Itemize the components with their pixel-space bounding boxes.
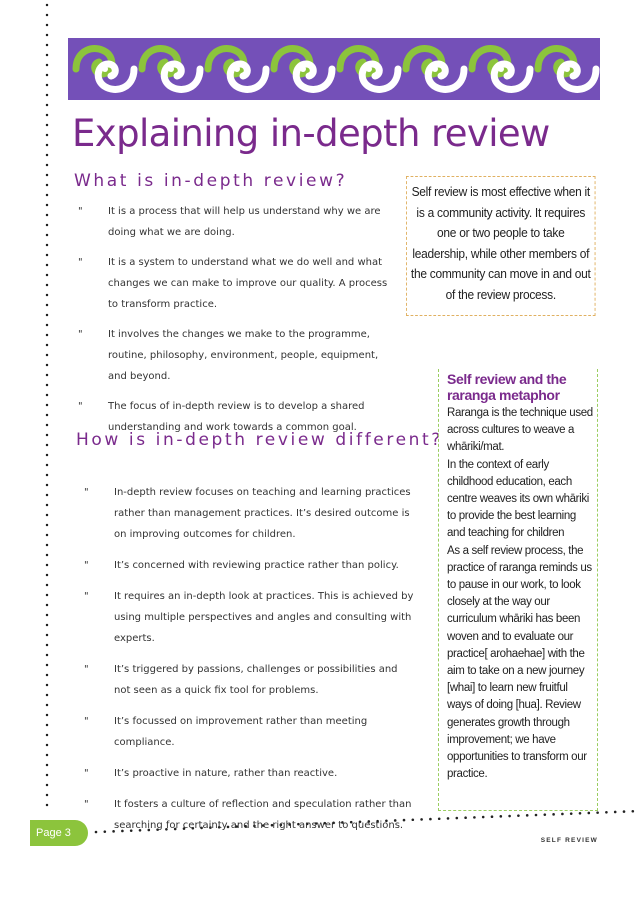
- list-item: [84, 711, 414, 753]
- bullet-mark: ": [84, 560, 89, 571]
- list-item-text: It’s triggered by passions, challenges or possibilities and not seen as a quick fix tool for problems.: [114, 664, 398, 696]
- list-item-text: It involves the changes we make to the programme, routine, philosophy, environment, people, equipment, and beyond.: [108, 329, 379, 382]
- list-item: [78, 252, 398, 315]
- what-list: [78, 201, 398, 447]
- koru-pattern-icon: [68, 38, 600, 100]
- page-number-badge: Page 3: [30, 820, 88, 846]
- list-item-text: It’s proactive in nature, rather than reactive.: [114, 768, 338, 779]
- bullet-mark: ": [84, 664, 89, 675]
- bullet-mark: ": [84, 716, 89, 727]
- footer-section-label: SELF REVIEW: [540, 837, 598, 844]
- list-item-text: In-depth review focuses on teaching and learning practices rather than management practices. It’s desired outcome is on improving outcomes for children.: [114, 487, 411, 540]
- how-list: [84, 482, 414, 846]
- list-item-text: It requires an in-depth look at practices. This is achieved by using multiple perspectives and angles and consulting with experts.: [114, 591, 414, 644]
- list-item-text: It is a system to understand what we do well and what changes we can make to improve our quality. A process to transform practice.: [108, 257, 388, 310]
- bullet-mark: ": [78, 206, 83, 217]
- bullet-mark: ": [84, 768, 89, 779]
- sidebar-paragraph: Raranga is the technique used across cultures to weave a whāriki/mat.: [447, 407, 593, 454]
- section-heading-what: What is in-depth review?: [74, 171, 348, 191]
- decorative-banner: [68, 38, 600, 100]
- list-item-text: It fosters a culture of reflection and speculation rather than searching for certainty and the right answer to questions.: [114, 799, 412, 831]
- bullet-mark: ": [78, 329, 83, 340]
- list-item: [84, 659, 414, 701]
- list-item: [84, 763, 414, 784]
- callout-box: [406, 176, 596, 316]
- bullet-mark: ": [78, 401, 83, 412]
- list-item: [78, 324, 398, 387]
- list-item: [78, 201, 398, 243]
- bullet-mark: ": [84, 799, 89, 810]
- sidebar-title: Self review and the raranga metaphor: [447, 371, 567, 403]
- bullet-mark: ": [84, 591, 89, 602]
- bullet-mark: ": [84, 487, 89, 498]
- section-heading-how: How is in-depth review different?: [76, 430, 443, 450]
- page-title: Explaining in-depth review: [72, 112, 550, 155]
- callout-text: Self review is most effective when it is a community activity. It requires one or two people to take leadership, while other members of the community can move in and out of the review process.: [410, 184, 591, 302]
- list-item: [84, 482, 414, 545]
- sidebar-box: [438, 369, 598, 811]
- list-item: [84, 555, 414, 576]
- list-item-text: It’s concerned with reviewing practice rather than policy.: [114, 560, 399, 571]
- sidebar-paragraph: In the context of early childhood education, each centre weaves its own whāriki to provide the best learning and teaching for children: [447, 458, 589, 540]
- sidebar-paragraph: As a self review process, the practice of raranga reminds us to pause in our work, to look closely at the way our curriculum whāriki has been woven and to evaluate our practice[ arohaehae] with the aim to take on a new journey [whai] to learn new fruitful ways of doing [hua]. Review generates growth through improvement; we have opportunities to transform our practice.: [447, 544, 592, 781]
- list-item-text: The focus of in-depth review is to develop a shared understanding and work towards a common goal.: [108, 401, 365, 433]
- list-item: [84, 794, 414, 836]
- bullet-mark: ": [78, 257, 83, 268]
- left-dotted-border: [44, 0, 50, 812]
- list-item-text: It is a process that will help us understand why we are doing what we are doing.: [108, 206, 381, 238]
- list-item: [84, 586, 414, 649]
- list-item-text: It’s focussed on improvement rather than meeting compliance.: [114, 716, 368, 748]
